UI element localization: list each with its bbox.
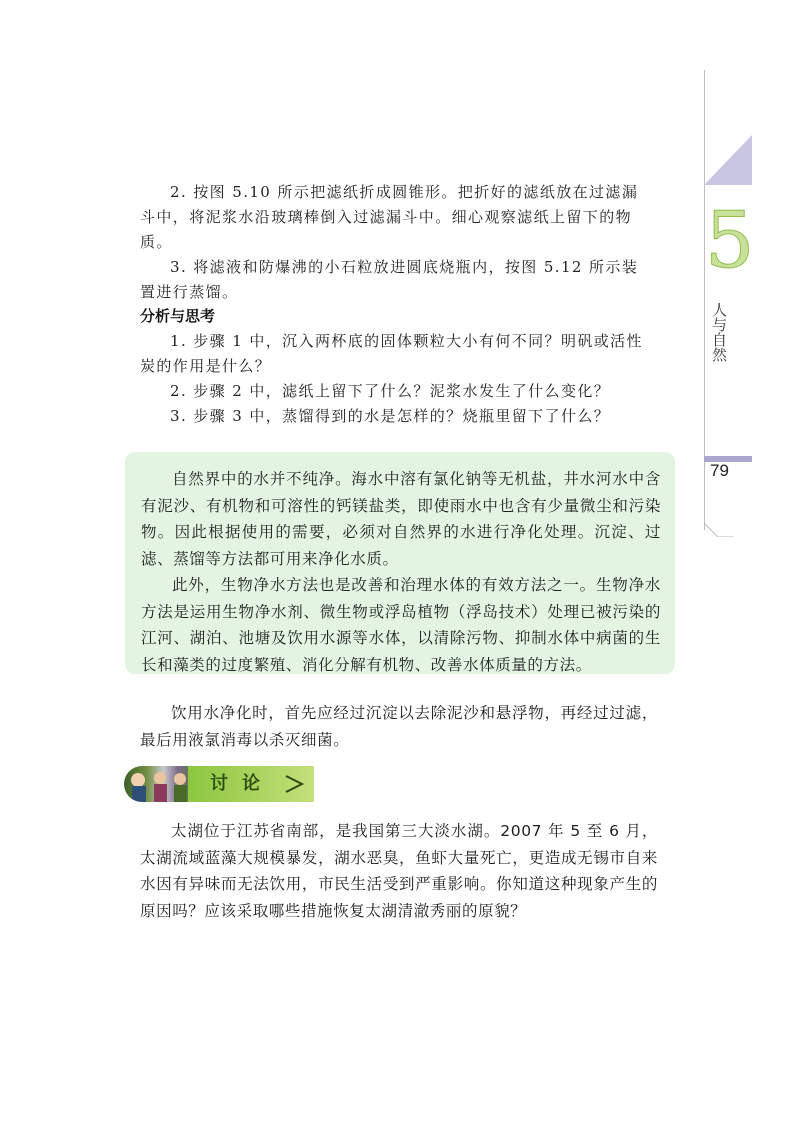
corner-triangle-decoration (704, 135, 752, 185)
experiment-steps (140, 180, 650, 305)
analysis-question-3: 3. 步骤 3 中，蒸馏得到的水是怎样的？烧瓶里留下了什么？ (170, 407, 611, 425)
summary-paragraph: 饮用水净化时，首先应经过沉淀以去除泥沙和悬浮物，再经过过滤，最后用液氯消毒以杀灭细菌。 (140, 704, 658, 749)
discussion-section (140, 818, 658, 924)
discussion-photo (124, 766, 196, 802)
chapter-number: 5 (705, 196, 755, 286)
page-fold-decoration (704, 505, 734, 537)
info-paragraph-1: 自然界中的水并不纯净。海水中溶有氯化钠等无机盐，井水河水中含有泥沙、有机物和可溶性的钙镁盐类，即使雨水中也含有少量微尘和污染物。因此根据使用的需要，必须对自然界的水进行净化处理。沉淀、过滤、蒸馏等方法都可用来净化水质。 (141, 470, 661, 568)
analysis-section (140, 304, 650, 429)
summary-section (140, 700, 658, 753)
arrow-icon (284, 774, 306, 794)
analysis-heading: 分析与思考 (140, 307, 216, 325)
discussion-banner (124, 766, 314, 802)
chapter-title: 人与自然 (710, 302, 728, 362)
analysis-question-2: 2. 步骤 2 中，滤纸上留下了什么？泥浆水发生了什么变化？ (170, 382, 611, 400)
discussion-label: 讨论 (210, 773, 274, 794)
analysis-question-1: 1. 步骤 1 中，沉入两杯底的固体颗粒大小有何不同？明矾或活性炭的作用是什么？ (140, 332, 643, 375)
info-box (125, 452, 675, 674)
page-number-box (704, 456, 752, 486)
step-3: 3. 将滤液和防爆沸的小石粒放进圆底烧瓶内，按图 5.12 所示装置进行蒸馏。 (140, 258, 639, 301)
discussion-paragraph: 太湖位于江苏省南部，是我国第三大淡水湖。2007 年 5 至 6 月，太湖流域蓝藻大规模暴发，湖水恶臭，鱼虾大量死亡，更造成无锡市自来水因有异味而无法饮用，市民生活受到严重影响。你知道这种现象产生的原因吗？应该采取哪些措施恢复太湖清澈秀丽的原貌？ (140, 822, 658, 920)
page-number: 79 (710, 461, 729, 480)
step-2: 2. 按图 5.10 所示把滤纸折成圆锥形。把折好的滤纸放在过滤漏斗中，将泥浆水沿玻璃棒倒入过滤漏斗中。细心观察滤纸上留下的物质。 (140, 183, 639, 251)
info-paragraph-2: 此外，生物净水方法也是改善和治理水体的有效方法之一。生物净水方法是运用生物净水剂、微生物或浮岛植物（浮岛技术）处理已被污染的江河、湖泊、池塘及饮用水源等水体，以清除污物、抑制水体中病菌的生长和藻类的过度繁殖、消化分解有机物、改善水体质量的方法。 (141, 576, 661, 674)
